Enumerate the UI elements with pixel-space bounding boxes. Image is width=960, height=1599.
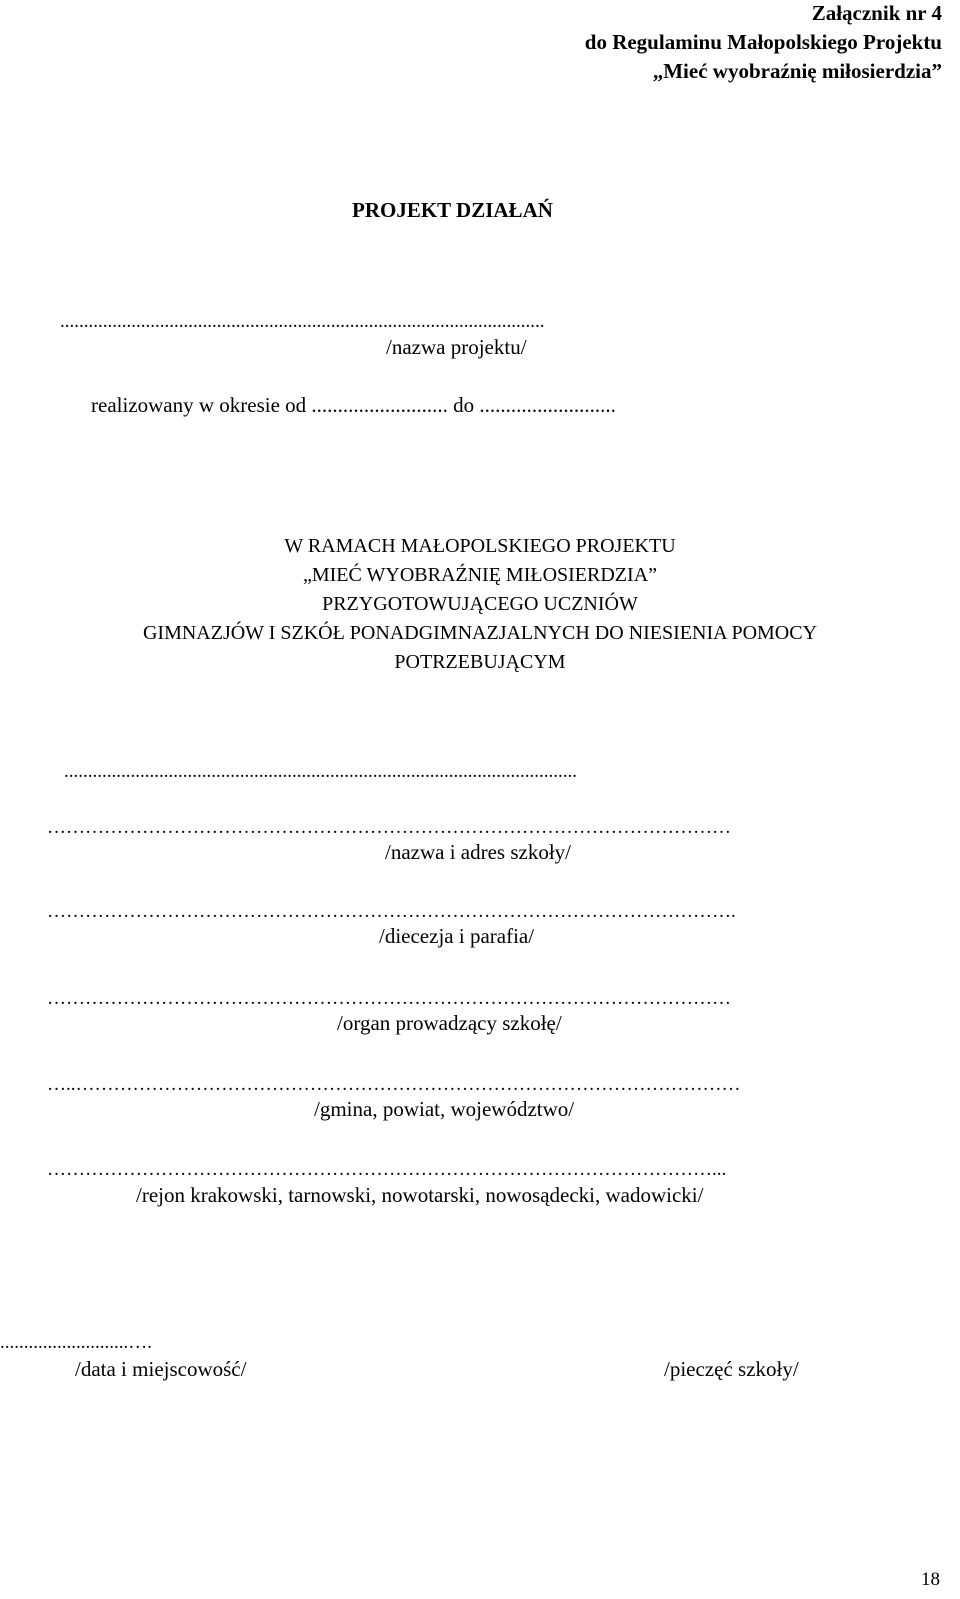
program-line-2: „MIEĆ WYOBRAŹNIĘ MIŁOSIERDZIA” xyxy=(302,564,658,586)
school-label: /nazwa i adres szkoły/ xyxy=(385,840,572,864)
period-line: realizowany w okresie od .......................... do .......................... xyxy=(91,393,616,417)
program-line-1: W RAMACH MAŁOPOLSKIEGO PROJEKTU xyxy=(284,535,676,557)
school-stamp-label: /pieczęć szkoły/ xyxy=(664,1357,799,1381)
school-dots-top: ............................................................................................................ xyxy=(64,761,577,782)
document-title: PROJEKT DZIAŁAŃ xyxy=(352,198,553,222)
program-line-3: PRZYGOTOWUJĄCEGO UCZNIÓW xyxy=(322,593,638,615)
region-dots: ……………………………………………………………………………………………... xyxy=(47,1159,727,1180)
date-place-label: /data i miejscowość/ xyxy=(75,1357,247,1381)
project-name-dots: ...................................................................................................... xyxy=(60,311,545,332)
gmina-dots: …..…………………………………………………………………………………………… xyxy=(47,1074,741,1095)
organ-dots: ……………………………………………………………………………………………… xyxy=(47,988,731,1009)
attachment-number: Załącznik nr 4 xyxy=(811,1,942,25)
region-label: /rejon krakowski, tarnowski, nowotarski, nowosądecki, wadowicki/ xyxy=(136,1183,704,1207)
diocese-dots: ………………………………………………………………………………………………. xyxy=(47,901,736,922)
project-motto: „Mieć wyobraźnię miłosierdzia” xyxy=(652,59,942,83)
date-place-dots: ...........................…. xyxy=(0,1332,152,1353)
gmina-label: /gmina, powiat, województwo/ xyxy=(314,1097,575,1121)
regulation-reference: do Regulaminu Małopolskiego Projektu xyxy=(584,30,942,54)
diocese-label: /diecezja i parafia/ xyxy=(379,924,535,948)
organ-label: /organ prowadzący szkołę/ xyxy=(337,1011,562,1035)
project-name-label: /nazwa projektu/ xyxy=(386,335,527,359)
school-dots: ……………………………………………………………………………………………… xyxy=(47,817,731,838)
program-line-4: GIMNAZJÓW I SZKÓŁ PONADGIMNAZJALNYCH DO NIESIENIA POMOCY xyxy=(142,622,818,644)
page-number: 18 xyxy=(921,1569,940,1590)
program-line-5: POTRZEBUJĄCYM xyxy=(394,651,566,673)
